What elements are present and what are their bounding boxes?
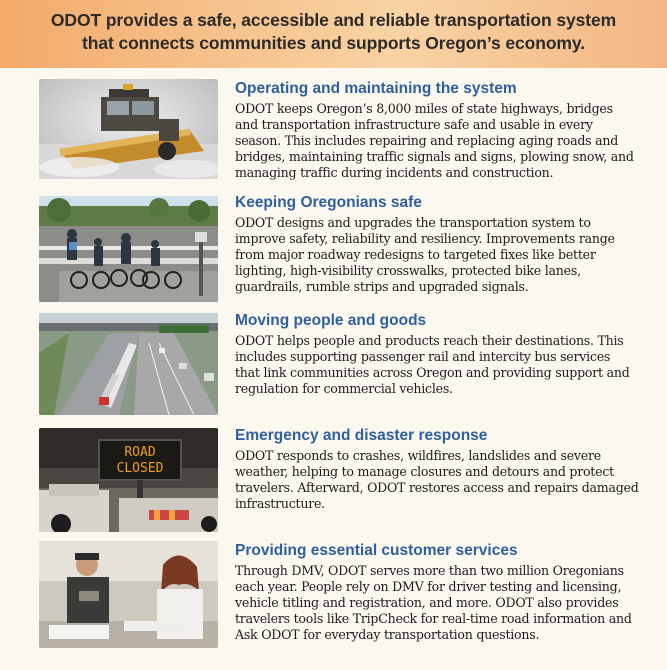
body-line: infrastructure. — [235, 496, 325, 511]
body-line: each year. People rely on DMV for driver testing and licensing, — [235, 579, 622, 594]
section-moving-text — [235, 311, 657, 397]
section-body — [235, 101, 657, 181]
section-customer-text — [235, 541, 657, 643]
section-body — [235, 448, 657, 512]
body-line: travelers. Afterward, ODOT restores access and repairs damaged — [235, 480, 639, 495]
body-line: includes supporting passenger rail and intercity bus services — [235, 349, 611, 364]
body-line: weather, helping to manage closures and detours and protect — [235, 464, 614, 479]
body-line: regulation for commercial vehicles. — [235, 381, 453, 396]
dmv-service-photo — [39, 541, 218, 648]
body-line: season. This includes repairing and replacing aging roads and — [235, 133, 619, 148]
highway-trucks-photo — [39, 313, 218, 415]
header-banner — [0, 0, 667, 68]
section-emergency-text — [235, 426, 657, 512]
sign-text-line-1: ROAD — [124, 445, 156, 460]
banner-line-2: that connects communities and supports Oregon’s economy. — [82, 33, 585, 53]
body-line: lighting, high-visibility crosswalks, protected bike lanes, — [235, 263, 581, 278]
section-heading: Operating and maintaining the system — [235, 80, 517, 97]
section-heading: Emergency and disaster response — [235, 427, 488, 444]
section-heading: Keeping Oregonians safe — [235, 194, 422, 211]
body-line: and transportation infrastructure safe and usable in every — [235, 117, 593, 132]
body-line: vehicle titling and registration, and more. ODOT also provides — [235, 595, 619, 610]
section-heading: Providing essential customer services — [235, 542, 518, 559]
cyclists-crosswalk-photo — [39, 196, 218, 302]
body-line: improve safety, reliability and resiliency. Improvements range — [235, 231, 615, 246]
body-line: ODOT responds to crashes, wildfires, landslides and severe — [235, 448, 601, 463]
body-line: ODOT keeps Oregon’s 8,000 miles of state highways, bridges — [235, 101, 613, 116]
body-line: ODOT designs and upgrades the transportation system to — [235, 215, 591, 230]
body-line: that link communities across Oregon and providing support and — [235, 365, 630, 380]
snowplow-photo — [39, 79, 218, 179]
road-closed-sign-photo — [39, 428, 218, 532]
section-body — [235, 563, 657, 643]
sign-text-line-2: CLOSED — [116, 461, 164, 476]
section-body — [235, 215, 657, 295]
section-body — [235, 333, 657, 397]
body-line: Through DMV, ODOT serves more than two million Oregonians — [235, 563, 624, 578]
section-heading: Moving people and goods — [235, 312, 427, 329]
body-line: travelers tools like TripCheck for real-time road information and — [235, 611, 632, 626]
body-line: bridges, maintaining traffic signals and signs, plowing snow, and — [235, 149, 634, 164]
body-line: ODOT helps people and products reach their destinations. This — [235, 333, 624, 348]
body-line: Ask ODOT for everyday transportation questions. — [235, 627, 540, 642]
section-operating-text — [235, 79, 657, 181]
body-line: managing traffic during incidents and construction. — [235, 165, 554, 180]
banner-line-1: ODOT provides a safe, accessible and reliable transportation system — [50, 10, 617, 30]
body-line: guardrails, rumble strips and upgraded signals. — [235, 279, 529, 294]
body-line: from major roadway redesigns to targeted fixes like better — [235, 247, 596, 262]
section-safety-text — [235, 193, 657, 295]
